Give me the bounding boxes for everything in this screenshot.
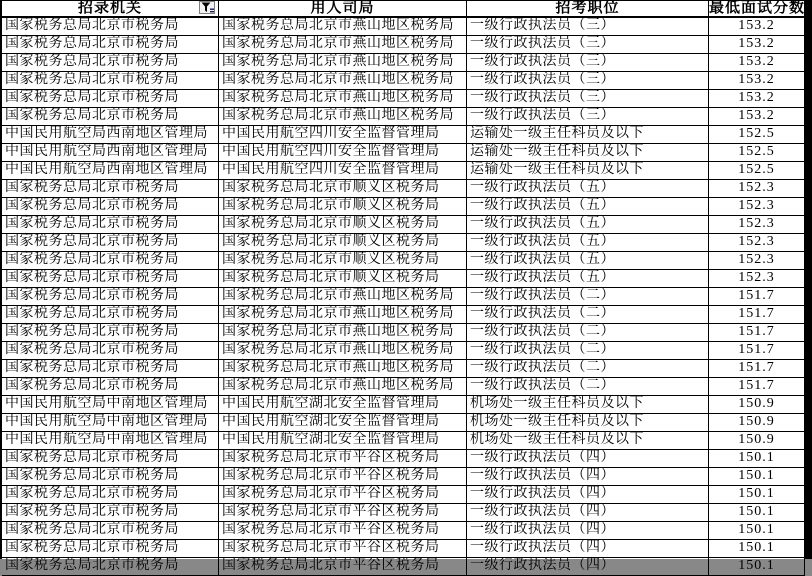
cell-min-interview-score[interactable]: 152.5 <box>709 162 805 180</box>
cell-employing-department[interactable]: 国家税务总局北京市燕山地区税务局 <box>219 306 467 324</box>
cell-recruiting-agency[interactable]: 国家税务总局北京市税务局 <box>2 522 219 540</box>
cell-position[interactable]: 运输处一级主任科员及以下 <box>467 126 709 144</box>
cell-position[interactable]: 一级行政执法员（三） <box>467 18 709 36</box>
cell-employing-department[interactable]: 国家税务总局北京市平谷区税务局 <box>219 522 467 540</box>
cell-position[interactable]: 一级行政执法员（四） <box>467 504 709 522</box>
cell-recruiting-agency[interactable]: 国家税务总局北京市税务局 <box>2 72 219 90</box>
table-row <box>2 18 805 36</box>
cell-employing-department[interactable]: 国家税务总局北京市平谷区税务局 <box>219 504 467 522</box>
cell-employing-department[interactable]: 国家税务总局北京市顺义区税务局 <box>219 198 467 216</box>
cell-employing-department[interactable]: 国家税务总局北京市燕山地区税务局 <box>219 54 467 72</box>
cell-min-interview-score[interactable]: 150.1 <box>709 486 805 504</box>
table-body <box>2 18 805 576</box>
cell-position[interactable]: 一级行政执法员（三） <box>467 54 709 72</box>
table-row <box>2 270 805 288</box>
cell-employing-department[interactable]: 国家税务总局北京市燕山地区税务局 <box>219 108 467 126</box>
cell-employing-department[interactable]: 国家税务总局北京市燕山地区税务局 <box>219 288 467 306</box>
cell-recruiting-agency[interactable]: 国家税务总局北京市税务局 <box>2 270 219 288</box>
cell-recruiting-agency[interactable]: 中国民用航空局西南地区管理局 <box>2 126 219 144</box>
cell-employing-department[interactable]: 中国民用航空四川安全监督管理局 <box>219 144 467 162</box>
cell-employing-department[interactable]: 国家税务总局北京市燕山地区税务局 <box>219 72 467 90</box>
cell-employing-department[interactable]: 中国民用航空四川安全监督管理局 <box>219 126 467 144</box>
table-row <box>2 306 805 324</box>
cell-min-interview-score[interactable]: 152.3 <box>709 252 805 270</box>
table-row <box>2 324 805 342</box>
cell-min-interview-score[interactable]: 153.2 <box>709 108 805 126</box>
cell-position[interactable]: 一级行政执法员（三） <box>467 90 709 108</box>
cell-recruiting-agency[interactable]: 国家税务总局北京市税务局 <box>2 486 219 504</box>
column-header-label: 招考职位 <box>555 0 620 16</box>
cell-employing-department[interactable]: 国家税务总局北京市燕山地区税务局 <box>219 324 467 342</box>
table-row <box>2 54 805 72</box>
cell-recruiting-agency[interactable]: 国家税务总局北京市税务局 <box>2 288 219 306</box>
cell-employing-department[interactable]: 国家税务总局北京市平谷区税务局 <box>219 540 467 558</box>
cell-recruiting-agency[interactable]: 国家税务总局北京市税务局 <box>2 252 219 270</box>
cell-position[interactable]: 一级行政执法员（五） <box>467 252 709 270</box>
funnel-filter-applied-icon <box>201 2 214 13</box>
cell-recruiting-agency[interactable]: 国家税务总局北京市税务局 <box>2 360 219 378</box>
autofilter-button[interactable] <box>199 1 215 14</box>
cell-recruiting-agency[interactable]: 国家税务总局北京市税务局 <box>2 342 219 360</box>
cell-min-interview-score[interactable]: 152.3 <box>709 216 805 234</box>
cell-employing-department[interactable]: 国家税务总局北京市顺义区税务局 <box>219 216 467 234</box>
cell-employing-department[interactable]: 国家税务总局北京市燕山地区税务局 <box>219 378 467 396</box>
cell-min-interview-score[interactable]: 153.2 <box>709 18 805 36</box>
cell-position[interactable]: 一级行政执法员（四） <box>467 468 709 486</box>
cell-recruiting-agency[interactable]: 国家税务总局北京市税务局 <box>2 234 219 252</box>
cell-position[interactable]: 机场处一级主任科员及以下 <box>467 432 709 450</box>
table-row <box>2 432 805 450</box>
cell-position[interactable]: 一级行政执法员（三） <box>467 72 709 90</box>
table-row <box>2 342 805 360</box>
cell-position[interactable]: 机场处一级主任科员及以下 <box>467 396 709 414</box>
cell-recruiting-agency[interactable]: 国家税务总局北京市税务局 <box>2 54 219 72</box>
cell-position[interactable]: 一级行政执法员（四） <box>467 522 709 540</box>
table-row <box>2 558 805 576</box>
table-row <box>2 234 805 252</box>
column-header-recruiting-agency[interactable] <box>2 1 219 18</box>
cell-position[interactable]: 一级行政执法员（三） <box>467 108 709 126</box>
screen-right-edge <box>805 0 812 559</box>
cell-min-interview-score[interactable]: 151.7 <box>709 342 805 360</box>
table-row <box>2 378 805 396</box>
cell-recruiting-agency[interactable]: 国家税务总局北京市税务局 <box>2 450 219 468</box>
table-row <box>2 126 805 144</box>
cell-position[interactable]: 一级行政执法员（二） <box>467 288 709 306</box>
cell-position[interactable]: 一级行政执法员（五） <box>467 198 709 216</box>
table-row <box>2 216 805 234</box>
table-row <box>2 468 805 486</box>
cell-min-interview-score[interactable]: 152.3 <box>709 270 805 288</box>
table-row <box>2 198 805 216</box>
cell-recruiting-agency[interactable]: 国家税务总局北京市税务局 <box>2 36 219 54</box>
table-row <box>2 414 805 432</box>
table-row <box>2 252 805 270</box>
cell-min-interview-score[interactable]: 152.3 <box>709 234 805 252</box>
cell-min-interview-score[interactable]: 151.7 <box>709 378 805 396</box>
cell-employing-department[interactable]: 国家税务总局北京市顺义区税务局 <box>219 234 467 252</box>
table-row <box>2 360 805 378</box>
cell-employing-department[interactable]: 国家税务总局北京市燕山地区税务局 <box>219 360 467 378</box>
cell-employing-department[interactable]: 国家税务总局北京市平谷区税务局 <box>219 486 467 504</box>
cell-employing-department[interactable]: 中国民用航空湖北安全监督管理局 <box>219 432 467 450</box>
cell-min-interview-score[interactable]: 151.7 <box>709 288 805 306</box>
cell-min-interview-score[interactable]: 151.7 <box>709 324 805 342</box>
cell-recruiting-agency[interactable]: 国家税务总局北京市税务局 <box>2 468 219 486</box>
cell-employing-department[interactable]: 国家税务总局北京市燕山地区税务局 <box>219 90 467 108</box>
table-row <box>2 486 805 504</box>
cell-min-interview-score[interactable]: 152.3 <box>709 198 805 216</box>
cell-position[interactable]: 一级行政执法员（三） <box>467 36 709 54</box>
column-header-label: 用人司局 <box>310 0 375 16</box>
cell-min-interview-score[interactable]: 150.9 <box>709 432 805 450</box>
cell-recruiting-agency[interactable]: 中国民用航空局中南地区管理局 <box>2 414 219 432</box>
cell-employing-department[interactable]: 国家税务总局北京市平谷区税务局 <box>219 450 467 468</box>
cell-employing-department[interactable]: 中国民用航空湖北安全监督管理局 <box>219 396 467 414</box>
column-header-label: 最低面试分数 <box>709 0 806 16</box>
cell-position[interactable]: 一级行政执法员（二） <box>467 342 709 360</box>
cell-position[interactable]: 运输处一级主任科员及以下 <box>467 144 709 162</box>
column-header-position[interactable] <box>467 1 709 18</box>
cell-min-interview-score[interactable]: 150.1 <box>709 558 805 576</box>
cell-employing-department[interactable]: 国家税务总局北京市燕山地区税务局 <box>219 36 467 54</box>
cell-min-interview-score[interactable]: 150.1 <box>709 522 805 540</box>
table-row <box>2 396 805 414</box>
cell-recruiting-agency[interactable]: 国家税务总局北京市税务局 <box>2 378 219 396</box>
cell-min-interview-score[interactable]: 152.5 <box>709 144 805 162</box>
cell-min-interview-score[interactable]: 153.2 <box>709 72 805 90</box>
table-row <box>2 90 805 108</box>
table-header-row <box>2 1 805 18</box>
cell-position[interactable]: 运输处一级主任科员及以下 <box>467 162 709 180</box>
cell-employing-department[interactable]: 国家税务总局北京市平谷区税务局 <box>219 468 467 486</box>
cell-min-interview-score[interactable]: 151.7 <box>709 360 805 378</box>
cell-recruiting-agency[interactable]: 国家税务总局北京市税务局 <box>2 108 219 126</box>
cell-employing-department[interactable]: 国家税务总局北京市顺义区税务局 <box>219 180 467 198</box>
cell-position[interactable]: 一级行政执法员（二） <box>467 360 709 378</box>
table-row <box>2 36 805 54</box>
table-row <box>2 450 805 468</box>
table-row <box>2 522 805 540</box>
table-row <box>2 72 805 90</box>
cell-position[interactable]: 一级行政执法员（五） <box>467 216 709 234</box>
table-row <box>2 180 805 198</box>
cell-position[interactable]: 一级行政执法员（四） <box>467 558 709 576</box>
cell-position[interactable]: 一级行政执法员（四） <box>467 450 709 468</box>
cell-min-interview-score[interactable]: 153.2 <box>709 54 805 72</box>
table-row <box>2 540 805 558</box>
cell-position[interactable]: 一级行政执法员（五） <box>467 270 709 288</box>
column-header-min-interview-score[interactable] <box>709 1 805 18</box>
cell-employing-department[interactable]: 国家税务总局北京市顺义区税务局 <box>219 252 467 270</box>
cell-position[interactable]: 一级行政执法员（二） <box>467 306 709 324</box>
cell-recruiting-agency[interactable]: 国家税务总局北京市税务局 <box>2 540 219 558</box>
cell-recruiting-agency[interactable]: 中国民用航空局中南地区管理局 <box>2 396 219 414</box>
cell-position[interactable]: 一级行政执法员（二） <box>467 324 709 342</box>
cell-employing-department[interactable]: 国家税务总局北京市燕山地区税务局 <box>219 342 467 360</box>
cell-recruiting-agency[interactable]: 国家税务总局北京市税务局 <box>2 324 219 342</box>
table-row <box>2 504 805 522</box>
cell-min-interview-score[interactable]: 152.5 <box>709 126 805 144</box>
cell-recruiting-agency[interactable]: 中国民用航空局中南地区管理局 <box>2 432 219 450</box>
table-row <box>2 288 805 306</box>
cell-recruiting-agency[interactable]: 国家税务总局北京市税务局 <box>2 18 219 36</box>
cell-min-interview-score[interactable]: 153.2 <box>709 90 805 108</box>
cell-recruiting-agency[interactable]: 国家税务总局北京市税务局 <box>2 198 219 216</box>
cell-recruiting-agency[interactable]: 国家税务总局北京市税务局 <box>2 306 219 324</box>
cell-min-interview-score[interactable]: 152.3 <box>709 180 805 198</box>
cell-recruiting-agency[interactable]: 中国民用航空局西南地区管理局 <box>2 162 219 180</box>
cell-min-interview-score[interactable]: 150.1 <box>709 504 805 522</box>
cell-min-interview-score[interactable]: 151.7 <box>709 306 805 324</box>
table-row <box>2 162 805 180</box>
cell-recruiting-agency[interactable]: 国家税务总局北京市税务局 <box>2 90 219 108</box>
cell-recruiting-agency[interactable]: 中国民用航空局西南地区管理局 <box>2 144 219 162</box>
cell-employing-department[interactable]: 国家税务总局北京市平谷区税务局 <box>219 558 467 576</box>
cell-position[interactable]: 一级行政执法员（五） <box>467 180 709 198</box>
cell-recruiting-agency[interactable]: 国家税务总局北京市税务局 <box>2 504 219 522</box>
cell-min-interview-score[interactable]: 150.1 <box>709 468 805 486</box>
column-header-label: 招录机关 <box>77 0 142 16</box>
table-row <box>2 144 805 162</box>
cell-recruiting-agency[interactable]: 国家税务总局北京市税务局 <box>2 180 219 198</box>
cell-employing-department[interactable]: 中国民用航空四川安全监督管理局 <box>219 162 467 180</box>
cell-recruiting-agency[interactable]: 国家税务总局北京市税务局 <box>2 558 219 576</box>
cell-position[interactable]: 一级行政执法员（四） <box>467 540 709 558</box>
cell-employing-department[interactable]: 中国民用航空湖北安全监督管理局 <box>219 414 467 432</box>
cell-employing-department[interactable]: 国家税务总局北京市顺义区税务局 <box>219 270 467 288</box>
cell-recruiting-agency[interactable]: 国家税务总局北京市税务局 <box>2 216 219 234</box>
column-header-employing-department[interactable] <box>219 1 467 18</box>
cell-position[interactable]: 一级行政执法员（二） <box>467 378 709 396</box>
cell-min-interview-score[interactable]: 153.2 <box>709 36 805 54</box>
cell-position[interactable]: 一级行政执法员（四） <box>467 486 709 504</box>
cell-min-interview-score[interactable]: 150.1 <box>709 540 805 558</box>
cell-min-interview-score[interactable]: 150.1 <box>709 450 805 468</box>
table-row <box>2 108 805 126</box>
cell-min-interview-score[interactable]: 150.9 <box>709 414 805 432</box>
cell-min-interview-score[interactable]: 150.9 <box>709 396 805 414</box>
cell-employing-department[interactable]: 国家税务总局北京市燕山地区税务局 <box>219 18 467 36</box>
cell-position[interactable]: 机场处一级主任科员及以下 <box>467 414 709 432</box>
cell-position[interactable]: 一级行政执法员（五） <box>467 234 709 252</box>
